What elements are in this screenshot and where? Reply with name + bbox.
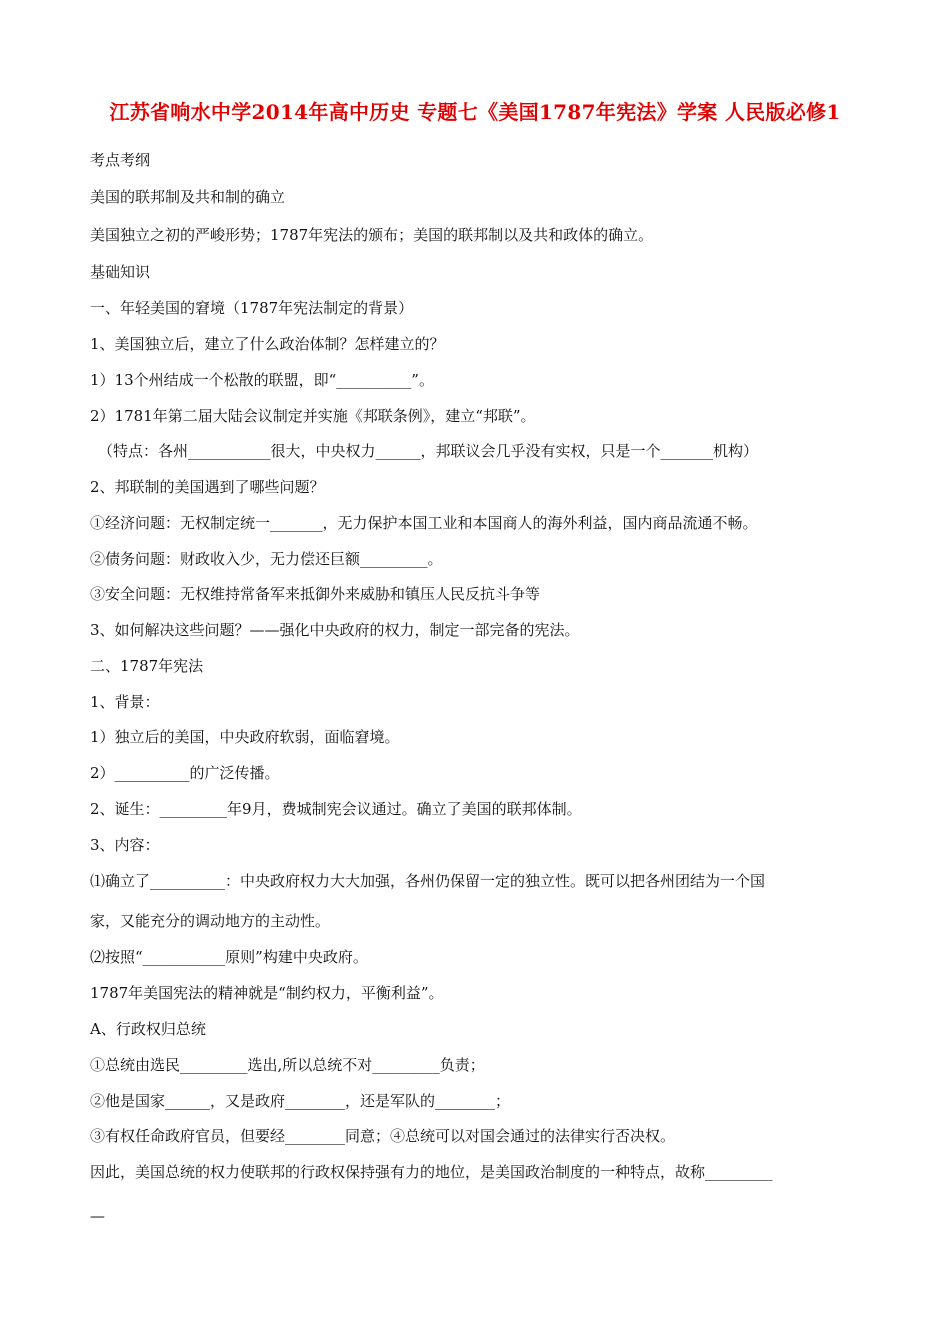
section-heading-basics: 基础知识 xyxy=(90,263,151,281)
fill-blank-line: （特点：各州___________很大，中央权力______，邦联议会几乎没有实权，只是一个_______机构） xyxy=(98,442,759,460)
fill-blank-line: ①总统由选民_________选出,所以总统不对_________负责； xyxy=(90,1056,485,1074)
text-line: 3、内容： xyxy=(90,836,160,854)
text-line: 美国的联邦制及共和制的确立 xyxy=(90,188,286,206)
text-line: — xyxy=(90,1207,105,1225)
document-title: 江苏省响水中学2014年高中历史 专题七《美国1787年宪法》学案 人民版必修1 xyxy=(109,100,841,124)
fill-blank-line: 因此，美国总统的权力使联邦的行政权保持强有力的地位，是美国政治制度的一种特点，故称_________ xyxy=(90,1163,773,1181)
text-line: 美国独立之初的严峻形势；1787年宪法的颁布；美国的联邦制以及共和政体的确立。 xyxy=(90,226,654,244)
text-line: 1787年美国宪法的精神就是“制约权力，平衡利益”。 xyxy=(90,984,444,1002)
section-heading-part-one: 一、年轻美国的窘境（1787年宪法制定的背景） xyxy=(90,299,414,317)
text-line: 家，又能充分的调动地方的主动性。 xyxy=(90,912,331,930)
fill-blank-line: 2）__________的广泛传播。 xyxy=(90,764,280,782)
fill-blank-line: 1）13个州结成一个松散的联盟，即“__________”。 xyxy=(90,371,434,389)
fill-blank-line: ⑵按照“___________原则”构建中央政府。 xyxy=(90,948,368,966)
question-line: 3、如何解决这些问题？——强化中央政府的权力，制定一部完备的宪法。 xyxy=(90,621,580,639)
text-line: 1）独立后的美国，中央政府软弱，面临窘境。 xyxy=(90,728,400,746)
fill-blank-line: ⑴确立了__________：中央政府权力大大加强，各州仍保留一定的独立性。既可以把各州团结为一个国 xyxy=(90,872,766,890)
fill-blank-line: ①经济问题：无权制定统一_______，无力保护本国工业和本国商人的海外利益，国内商品流通不畅。 xyxy=(90,514,758,532)
text-line: ③安全问题：无权维持常备军来抵御外来威胁和镇压人民反抗斗争等 xyxy=(90,585,541,603)
question-line: 2、邦联制的美国遇到了哪些问题？ xyxy=(90,478,325,496)
text-line: A、行政权归总统 xyxy=(90,1020,206,1038)
question-line: 1、美国独立后，建立了什么政治体制？怎样建立的？ xyxy=(90,335,445,353)
text-line: 2）1781年第二届大陆会议制定并实施《邦联条例》，建立“邦联”。 xyxy=(90,407,536,425)
section-heading-part-two: 二、1787年宪法 xyxy=(90,657,204,675)
fill-blank-line: ③有权任命政府官员，但要经________同意；④总统可以对国会通过的法律实行否决权。 xyxy=(90,1127,676,1145)
fill-blank-line: 2、诞生：_________年9月，费城制宪会议通过。确立了美国的联邦体制。 xyxy=(90,800,582,818)
fill-blank-line: ②他是国家______，又是政府________，还是军队的________； xyxy=(90,1092,511,1110)
section-heading-exam-outline: 考点考纲 xyxy=(90,151,151,169)
text-line: 1、背景： xyxy=(90,693,160,711)
fill-blank-line: ②债务问题：财政收入少，无力偿还巨额_________。 xyxy=(90,550,443,568)
